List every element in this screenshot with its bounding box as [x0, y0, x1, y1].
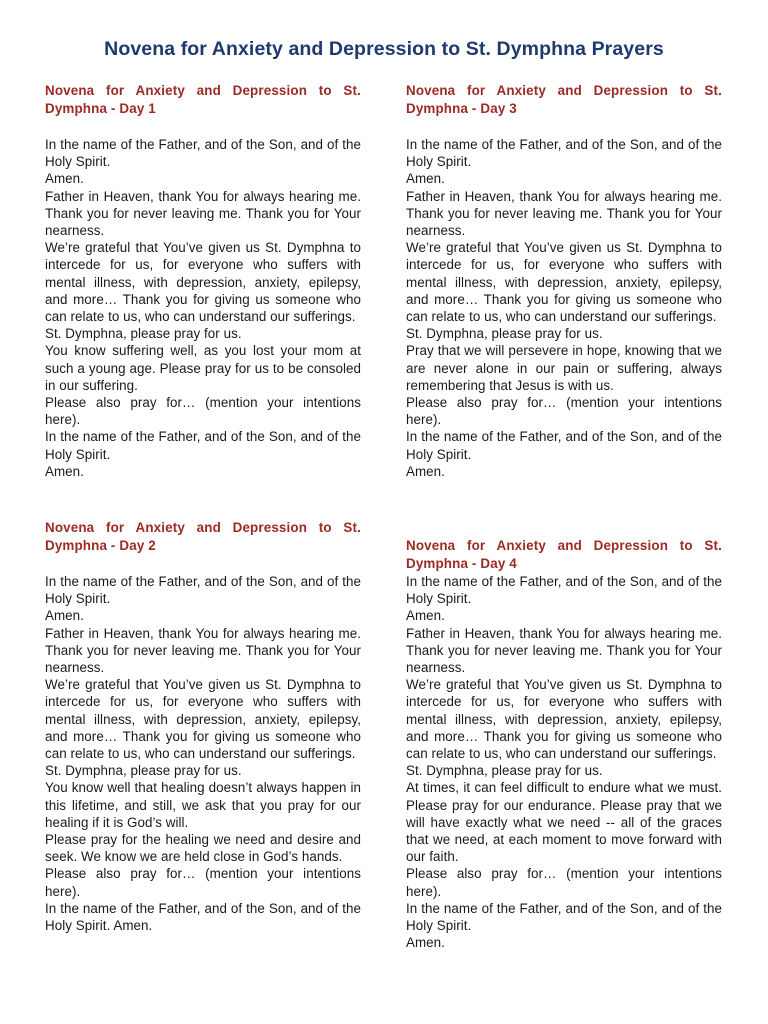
day-1-body [45, 136, 361, 480]
day-3-body [406, 136, 722, 480]
day-2-section [45, 519, 361, 934]
prayer-line: Please pray for the healing we need and desire and seek. We know we are held close in God’s hands. [45, 832, 361, 865]
day-2-heading: Novena for Anxiety and Depression to St. Dymphna - Day 2 [45, 520, 361, 553]
day-3-heading: Novena for Anxiety and Depression to St. Dymphna - Day 3 [406, 83, 722, 116]
prayer-line: Please also pray for… (mention your intentions here). [45, 395, 361, 428]
prayer-line: Amen. [406, 463, 445, 479]
page-title: Novena for Anxiety and Depression to St. Dymphna Prayers [104, 38, 664, 60]
prayer-line: In the name of the Father, and of the Son, and of the Holy Spirit. Amen. [45, 900, 361, 934]
prayer-line: Please also pray for… (mention your intentions here). [406, 395, 722, 428]
prayer-line: In the name of the Father, and of the Son, and of the Holy Spirit. [45, 429, 361, 462]
prayer-line: Amen. [406, 935, 445, 951]
prayer-line: St. Dymphna, please pray for us. [406, 763, 603, 779]
prayer-line: Amen. [406, 608, 445, 624]
prayer-line: Father in Heaven, thank You for always hearing me. Thank you for never leaving me. Thank you for Your nearness. [45, 625, 361, 676]
day-1-heading: Novena for Anxiety and Depression to St. Dymphna - Day 1 [45, 83, 361, 116]
prayer-line: Amen. [45, 463, 84, 479]
prayer-line: St. Dymphna, please pray for us. [45, 326, 242, 342]
prayer-line: We’re grateful that You’ve given us St. Dymphna to intercede for us, for everyone who suffers with mental illness, with depression, anxiety, epilepsy, and more… Thank you for giving us someone who can relate to us, who can understand our sufferings. [45, 240, 361, 325]
prayer-line: Amen. [45, 608, 84, 624]
prayer-line: St. Dymphna, please pray for us. [406, 326, 603, 342]
day-4-body [406, 573, 722, 951]
prayer-line: In the name of the Father, and of the Son, and of the Holy Spirit. [406, 429, 722, 462]
prayer-line: Please also pray for… (mention your intentions here). [45, 866, 361, 899]
prayer-line: You know well that healing doesn’t always happen in this lifetime, and still, we ask that you pray for our healing if it is God’s will. [45, 780, 361, 830]
prayer-line: In the name of the Father, and of the Son, and of the Holy Spirit. [45, 137, 361, 170]
day-3-section [406, 82, 722, 480]
prayer-line: Amen. [45, 171, 84, 187]
prayer-line: We’re grateful that You’ve given us St. Dymphna to intercede for us, for everyone who suffers with mental illness, with depression, anxiety, epilepsy, and more… Thank you for giving us someone who can relate to us, who can understand our sufferings. [406, 677, 722, 762]
prayer-line: You know suffering well, as you lost your mom at such a young age. Please pray for us to be consoled in our suffering. [45, 343, 361, 393]
prayer-line: In the name of the Father, and of the Son, and of the Holy Spirit. [406, 574, 722, 607]
prayer-line: We’re grateful that You’ve given us St. Dymphna to intercede for us, for everyone who suffers with mental illness, with depression, anxiety, epilepsy, and more… Thank you for giving us someone who can relate to us, who can understand our sufferings. [406, 240, 722, 325]
prayer-line: Amen. [406, 171, 445, 187]
prayer-line: Father in Heaven, thank You for always hearing me. Thank you for never leaving me. Thank you for Your nearness. [45, 188, 361, 239]
prayer-line: In the name of the Father, and of the Son, and of the Holy Spirit. [406, 137, 722, 170]
prayer-line: Father in Heaven, thank You for always hearing me. Thank you for never leaving me. Thank you for Your nearness. [406, 188, 722, 239]
prayer-line: Please also pray for… (mention your intentions here). [406, 866, 722, 899]
day-1-section [45, 82, 361, 480]
prayer-line: We’re grateful that You’ve given us St. Dymphna to intercede for us, for everyone who suffers with mental illness, with depression, anxiety, epilepsy, and more… Thank you for giving us someone who can relate to us, who can understand our sufferings. [45, 677, 361, 762]
day-2-body [45, 573, 361, 934]
prayer-line: Father in Heaven, thank You for always hearing me. Thank you for never leaving me. Thank you for Your nearness. [406, 625, 722, 676]
day-4-section [406, 537, 722, 951]
prayer-line: In the name of the Father, and of the Son, and of the Holy Spirit. [406, 900, 722, 934]
prayer-line: At times, it can feel difficult to endure what we must. Please pray for our endurance. Please pray that we will have exactly what we need -- all of the graces that we need, at each moment to move forward with our faith. [406, 780, 722, 865]
prayer-line: In the name of the Father, and of the Son, and of the Holy Spirit. [45, 574, 361, 607]
day-4-heading: Novena for Anxiety and Depression to St. Dymphna - Day 4 [406, 538, 722, 571]
prayer-line: Pray that we will persevere in hope, knowing that we are never alone in our pain or suffering, always remembering that Jesus is with us. [406, 343, 722, 393]
prayer-line: St. Dymphna, please pray for us. [45, 763, 242, 779]
